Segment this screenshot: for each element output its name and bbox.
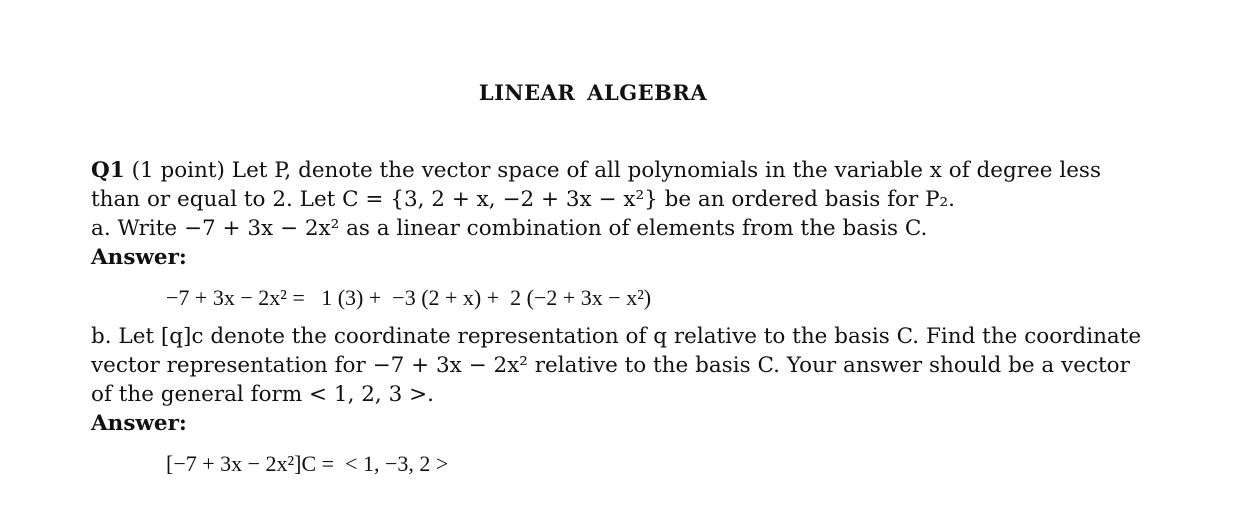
question-intro-line-1 [91,156,1101,185]
answer-label-b: Answer: [91,411,187,436]
question-intro-line-2: than or equal to 2. Let C = {3, 2 + x, −2 + 3x − x²} be an ordered basis for P₂. [91,187,955,212]
part-a-prompt: a. Write −7 + 3x − 2x² as a linear combination of elements from the basis C. [91,216,928,241]
answer-a-equation: −7 + 3x − 2x² = 1 (3) + −3 (2 + x) + 2 (−2 + 3x − x²) [166,285,652,310]
question-intro-text: (1 point) Let P, denote the vector space of all polynomials in the variable x of degree less [131,158,1101,183]
answer-label-a: Answer: [91,245,187,270]
part-b-line-2: vector representation for −7 + 3x − 2x² relative to the basis C. Your answer should be a vector [91,353,1130,378]
part-b-line-1: b. Let [q]c denote the coordinate representation of q relative to the basis C. Find the coordinate [91,324,1142,349]
answer-b-equation: [−7 + 3x − 2x²]C = < 1, −3, 2 > [166,451,449,476]
part-b-line-3: of the general form < 1, 2, 3 >. [91,382,434,407]
page-title: LINEAR ALGEBRA [478,80,708,105]
question-label: Q1 [91,158,125,183]
